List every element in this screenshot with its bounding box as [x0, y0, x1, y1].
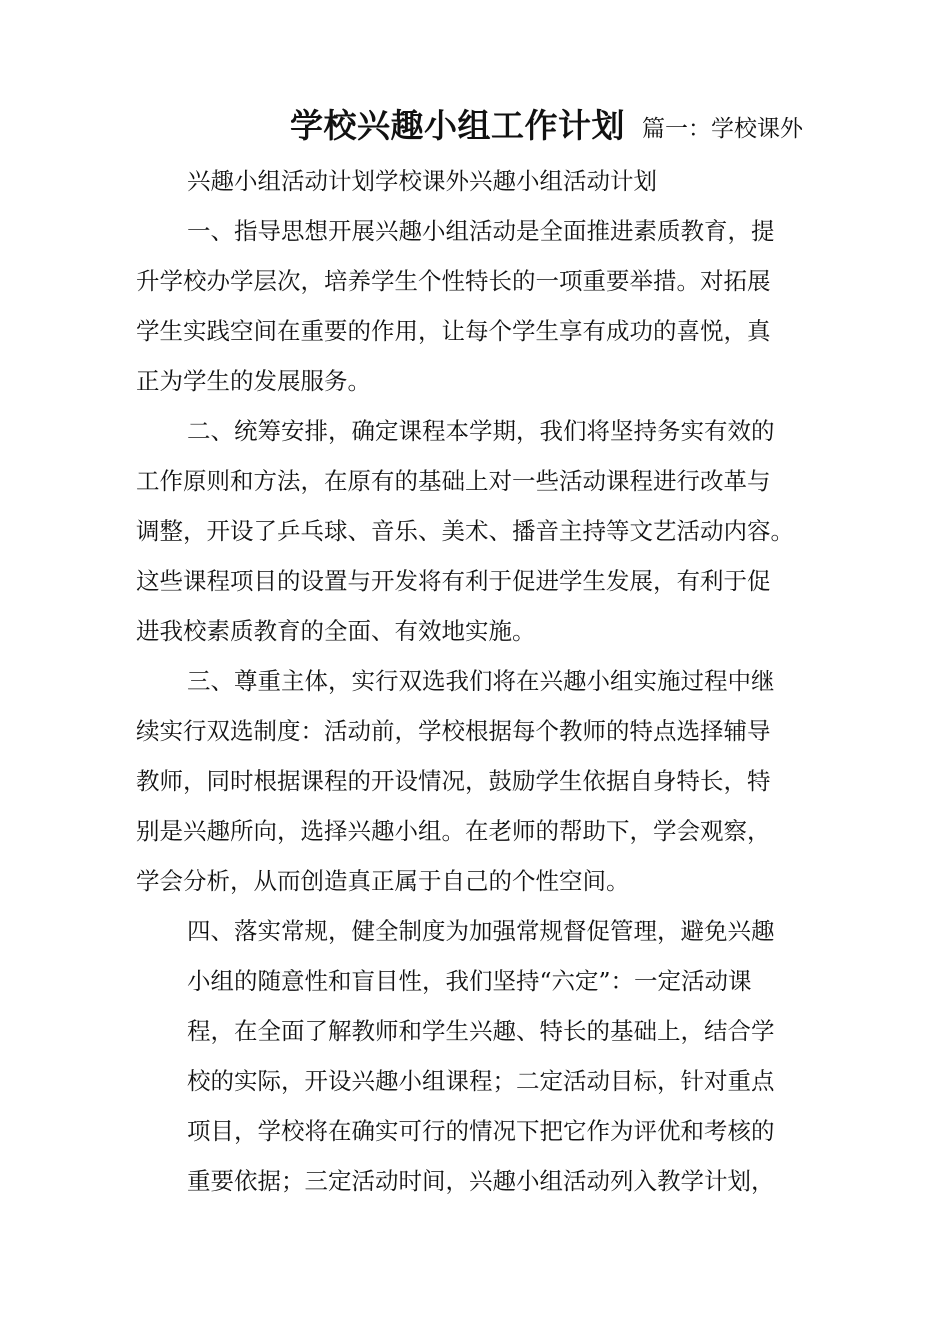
document-title-suffix: 篇一：学校课外	[642, 116, 803, 142]
text-line-3: 升学校办学层次，培养学生个性特长的一项重要举措。对拓展	[136, 267, 771, 295]
text-line-18: 程，在全面了解教师和学生兴趣、特长的基础上，结合学	[187, 1017, 775, 1045]
text-line-5: 正为学生的发展服务。	[136, 367, 371, 395]
text-line-19: 校的实际，开设兴趣小组课程；二定活动目标，针对重点	[187, 1067, 775, 1095]
text-line-13: 教师，同时根据课程的开设情况，鼓励学生依据自身特长，特	[136, 767, 771, 795]
text-line-1: 兴趣小组活动计划学校课外兴趣小组活动计划	[187, 167, 657, 195]
text-line-21: 重要依据；三定活动时间，兴趣小组活动列入教学计划，	[187, 1167, 775, 1195]
text-line-6: 二、统筹安排，确定课程本学期，我们将坚持务实有效的	[187, 417, 775, 445]
text-line-16: 四、落实常规，健全制度为加强常规督促管理，避免兴趣	[187, 917, 775, 945]
text-line-8: 调整，开设了乒乓球、音乐、美术、播音主持等文艺活动内容。	[136, 517, 794, 545]
text-line-10: 进我校素质教育的全面、有效地实施。	[136, 617, 536, 645]
text-line-11: 三、尊重主体，实行双选我们将在兴趣小组实施过程中继	[187, 667, 775, 695]
text-line-17: 小组的随意性和盲目性，我们坚持“六定”：一定活动课	[187, 967, 752, 995]
text-line-9: 这些课程项目的设置与开发将有利于促进学生发展，有利于促	[136, 567, 771, 595]
text-line-12: 续实行双选制度：活动前，学校根据每个教师的特点选择辅导	[136, 717, 771, 745]
text-line-15: 学会分析，从而创造真正属于自己的个性空间。	[136, 867, 630, 895]
text-line-14: 别是兴趣所向，选择兴趣小组。在老师的帮助下，学会观察，	[136, 817, 771, 845]
text-line-2: 一、指导思想开展兴趣小组活动是全面推进素质教育，提	[187, 217, 775, 245]
text-line-7: 工作原则和方法，在原有的基础上对一些活动课程进行改革与	[136, 467, 771, 495]
text-line-4: 学生实践空间在重要的作用，让每个学生享有成功的喜悦，真	[136, 317, 771, 345]
text-line-20: 项目，学校将在确实可行的情况下把它作为评优和考核的	[187, 1117, 775, 1145]
document-title: 学校兴趣小组工作计划	[290, 106, 625, 145]
